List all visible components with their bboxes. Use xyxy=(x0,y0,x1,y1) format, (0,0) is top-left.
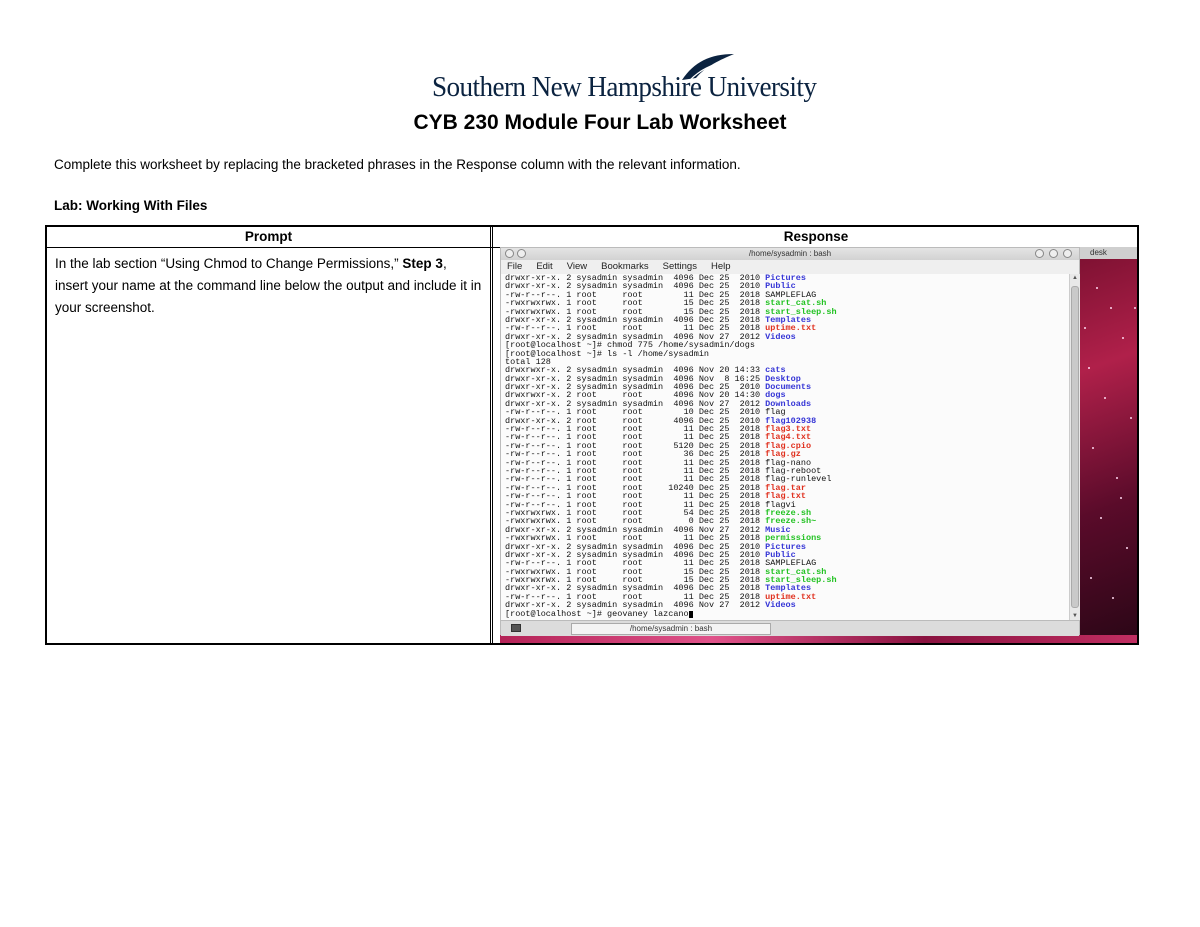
maximize-icon[interactable] xyxy=(1049,249,1058,258)
wallpaper-sparkle xyxy=(1116,477,1118,479)
terminal-line-text: -rw-r--r--. 1 root root 10240 Dec 25 2018 xyxy=(505,482,766,493)
wallpaper-sparkle xyxy=(1096,287,1098,289)
terminal-file-name: flag.gz xyxy=(765,449,801,460)
terminal-file-name: flag102938 xyxy=(765,415,817,426)
terminal-line-text: -rw-r--r--. 1 root root 11 Dec 25 2018 xyxy=(505,491,766,502)
terminal-line-text: drwxr-xr-x. 2 sysadmin sysadmin 4096 Dec 25 2010 xyxy=(505,281,766,292)
prompt-step-label: Step 3 xyxy=(402,256,443,271)
prompt-text-lead: In the lab section “Using Chmod to Change Permissions,” xyxy=(55,256,403,271)
terminal-tab[interactable]: /home/sysadmin : bash xyxy=(571,623,771,635)
window-menu-icon[interactable] xyxy=(505,249,514,258)
terminal-line-text: drwxr-xr-x. 2 sysadmin sysadmin 4096 Nov 8 16:25 xyxy=(505,373,766,384)
close-icon[interactable] xyxy=(1063,249,1072,258)
terminal-line-text: -rw-r--r--. 1 root root 11 Dec 25 2018 xyxy=(505,474,766,485)
terminal-line xyxy=(505,610,1069,618)
terminal-line-text: -rwxrwxrwx. 1 root root 15 Dec 25 2018 xyxy=(505,566,766,577)
page-title: CYB 230 Module Four Lab Worksheet xyxy=(413,111,787,134)
terminal-screenshot xyxy=(500,247,1137,643)
terminal-line-text: -rw-r--r--. 1 root root 11 Dec 25 2018 xyxy=(505,465,766,476)
terminal-file-name: start_sleep.sh xyxy=(765,306,837,317)
terminal-line-text: -rw-r--r--. 1 root root 11 Dec 25 2018 xyxy=(505,323,766,334)
terminal-file-name: SAMPLEFLAG xyxy=(765,558,817,569)
terminal-file-name: freeze.sh~ xyxy=(765,516,817,527)
terminal-file-name: Music xyxy=(765,524,791,535)
terminal-line-text: -rw-r--r--. 1 root root 10 Dec 25 2010 xyxy=(505,407,766,418)
menu-bookmarks[interactable]: Bookmarks xyxy=(601,261,649,272)
terminal-scrollbar[interactable] xyxy=(1069,274,1080,620)
terminal-file-name: Downloads xyxy=(765,398,812,409)
scroll-up-icon[interactable]: ▲ xyxy=(1072,275,1078,281)
menu-view[interactable]: View xyxy=(566,261,588,272)
terminal-line xyxy=(505,350,1069,358)
prompt-column-header: Prompt xyxy=(244,229,293,244)
terminal-file-name: Templates xyxy=(765,583,812,594)
terminal-line-text: -rw-r--r--. 1 root root 11 Dec 25 2018 xyxy=(505,457,766,468)
wallpaper-sparkle xyxy=(1134,307,1136,309)
terminal-file-name: Templates xyxy=(765,314,812,325)
terminal-line-text: drwxr-xr-x. 2 root root 4096 Dec 25 2010 xyxy=(505,415,766,426)
terminal-file-name: flag.tar xyxy=(765,482,806,493)
wallpaper-sparkle xyxy=(1112,597,1114,599)
worksheet-table xyxy=(45,225,1139,645)
terminal-line-text: -rwxrwxrwx. 1 root root 0 Dec 25 2018 xyxy=(505,516,766,527)
wallpaper-sparkle xyxy=(1088,367,1090,369)
terminal-file-name: Pictures xyxy=(765,541,806,552)
prompt-cell xyxy=(55,253,483,319)
terminal-window-title: /home/sysadmin : bash xyxy=(748,249,832,258)
terminal-line-text: drwxr-xr-x. 2 sysadmin sysadmin 4096 Nov 27 2012 xyxy=(505,331,766,342)
terminal-line-text: drwxrwxr-x. 2 root root 4096 Nov 20 14:30 xyxy=(505,390,766,401)
terminal-titlebar xyxy=(501,248,1079,260)
terminal-file-name: Public xyxy=(765,549,796,560)
terminal-line-text: -rw-r--r--. 1 root root 11 Dec 25 2018 xyxy=(505,424,766,435)
menu-edit[interactable]: Edit xyxy=(536,261,553,272)
terminal-file-name: flag4.txt xyxy=(765,432,812,443)
terminal-line-text: -rw-r--r--. 1 root root 36 Dec 25 2018 xyxy=(505,449,766,460)
terminal-file-name: Videos xyxy=(765,600,796,611)
terminal-file-name: Pictures xyxy=(765,274,806,283)
terminal-file-name: flag.cpio xyxy=(765,440,812,451)
terminal-line-text: -rw-r--r--. 1 root root 11 Dec 25 2018 xyxy=(505,591,766,602)
terminal-window xyxy=(500,247,1080,635)
terminal-file-name: uptime.txt xyxy=(765,323,817,334)
terminal-output[interactable] xyxy=(501,274,1069,620)
prompt-text-rest: , insert your name at the command line below the output and include it in your screenshot. xyxy=(55,256,482,315)
terminal-file-name: start_sleep.sh xyxy=(765,575,837,586)
terminal-line-text: drwxr-xr-x. 2 sysadmin sysadmin 4096 Dec 25 2010 xyxy=(505,274,766,283)
terminal-line-text: -rw-r--r--. 1 root root 11 Dec 25 2018 xyxy=(505,499,766,510)
wallpaper-sparkle xyxy=(1126,547,1128,549)
response-column-header: Response xyxy=(783,229,849,244)
terminal-file-name: freeze.sh xyxy=(765,507,812,518)
wallpaper-sparkle xyxy=(1104,397,1106,399)
terminal-line-text: drwxr-xr-x. 2 sysadmin sysadmin 4096 Dec 25 2018 xyxy=(505,583,766,594)
terminal-file-name: flag-runlevel xyxy=(765,474,832,485)
terminal-file-name: start_cat.sh xyxy=(765,566,827,577)
lab-heading: Lab: Working With Files xyxy=(54,198,208,213)
terminal-line-text: drwxr-xr-x. 2 sysadmin sysadmin 4096 Dec 25 2018 xyxy=(505,314,766,325)
terminal-line-text: drwxr-xr-x. 2 sysadmin sysadmin 4096 Dec 25 2010 xyxy=(505,541,766,552)
terminal-line-text: -rwxrwxrwx. 1 root root 15 Dec 25 2018 xyxy=(505,575,766,586)
terminal-file-name: dogs xyxy=(765,390,786,401)
menu-file[interactable]: File xyxy=(507,261,523,272)
wallpaper-sparkle xyxy=(1110,307,1112,309)
terminal-line-text: -rw-r--r--. 1 root root 11 Dec 25 2018 xyxy=(505,289,766,300)
menu-settings[interactable]: Settings xyxy=(662,261,697,272)
terminal-line-text: -rwxrwxrwx. 1 root root 11 Dec 25 2018 xyxy=(505,533,766,544)
terminal-file-name: uptime.txt xyxy=(765,591,817,602)
minimize-icon[interactable] xyxy=(1035,249,1044,258)
terminal-file-name: Desktop xyxy=(765,373,801,384)
menu-help[interactable]: Help xyxy=(710,261,731,272)
desktop-wallpaper xyxy=(1080,247,1137,643)
terminal-file-name: Videos xyxy=(765,331,796,342)
wallpaper-sparkle xyxy=(1122,337,1124,339)
terminal-file-name: flag xyxy=(765,407,786,418)
university-logo xyxy=(432,52,817,104)
terminal-cursor xyxy=(689,611,693,618)
terminal-line-text: -rwxrwxrwx. 1 root root 54 Dec 25 2018 xyxy=(505,507,766,518)
pin-icon[interactable] xyxy=(517,249,526,258)
wallpaper-sparkle xyxy=(1130,417,1132,419)
terminal-file-name: Public xyxy=(765,281,796,292)
terminal-file-name: flag-nano xyxy=(765,457,812,468)
terminal-file-name: Documents xyxy=(765,382,812,393)
wallpaper-sparkle xyxy=(1090,577,1092,579)
terminal-file-name: flag.txt xyxy=(765,491,806,502)
terminal-tabbar xyxy=(501,620,1079,636)
terminal-line-text: drwxr-xr-x. 2 sysadmin sysadmin 4096 Dec 25 2010 xyxy=(505,382,766,393)
terminal-line-text: drwxrwxr-x. 2 sysadmin sysadmin 4096 Nov 20 14:33 xyxy=(505,365,766,376)
desktop-panel-label: desk xyxy=(1080,247,1137,259)
column-divider xyxy=(490,227,493,643)
wallpaper-sparkle xyxy=(1092,447,1094,449)
logo-wordmark: Southern New Hampshire University xyxy=(432,72,817,103)
terminal-line-text: drwxr-xr-x. 2 sysadmin sysadmin 4096 Nov 27 2012 xyxy=(505,524,766,535)
terminal-file-name: cats xyxy=(765,365,786,376)
terminal-line-text: drwxr-xr-x. 2 sysadmin sysadmin 4096 Nov 27 2012 xyxy=(505,398,766,409)
wallpaper-sparkle xyxy=(1100,517,1102,519)
terminal-menubar xyxy=(501,260,1079,274)
terminal-line-text: drwxr-xr-x. 2 sysadmin sysadmin 4096 Nov 27 2012 xyxy=(505,600,766,611)
terminal-line-text: [root@localhost ~]# ls -l /home/sysadmin xyxy=(505,348,710,359)
terminal-line-text: drwxr-xr-x. 2 sysadmin sysadmin 4096 Dec 25 2010 xyxy=(505,549,766,560)
terminal-line-text: -rwxrwxrwx. 1 root root 15 Dec 25 2018 xyxy=(505,306,766,317)
terminal-file-name: flag-reboot xyxy=(765,465,822,476)
terminal-line-text: [root@localhost ~]# geovaney lazcano xyxy=(505,608,689,619)
desktop-taskbar xyxy=(500,635,1137,643)
wallpaper-sparkle xyxy=(1084,327,1086,329)
terminal-file-name: flagvi xyxy=(765,499,796,510)
terminal-line-text: -rw-r--r--. 1 root root 11 Dec 25 2018 xyxy=(505,558,766,569)
terminal-tab-icon xyxy=(511,624,521,632)
terminal-line-text: -rw-r--r--. 1 root root 5120 Dec 25 2018 xyxy=(505,440,766,451)
terminal-file-name: SAMPLEFLAG xyxy=(765,289,817,300)
terminal-line-text: total 128 xyxy=(505,356,551,367)
scroll-down-icon[interactable]: ▼ xyxy=(1072,613,1078,619)
terminal-file-name: permissions xyxy=(765,533,822,544)
terminal-line-text: [root@localhost ~]# chmod 775 /home/sysadmin/dogs xyxy=(505,340,755,351)
terminal-line-text: -rw-r--r--. 1 root root 11 Dec 25 2018 xyxy=(505,432,766,443)
terminal-file-name: flag3.txt xyxy=(765,424,812,435)
wallpaper-sparkle xyxy=(1120,497,1122,499)
scrollbar-thumb[interactable] xyxy=(1071,286,1079,608)
instructions-text: Complete this worksheet by replacing the bracketed phrases in the Response column with the relevant information. xyxy=(54,157,741,172)
terminal-line-text: -rwxrwxrwx. 1 root root 15 Dec 25 2018 xyxy=(505,298,766,309)
terminal-file-name: start_cat.sh xyxy=(765,298,827,309)
